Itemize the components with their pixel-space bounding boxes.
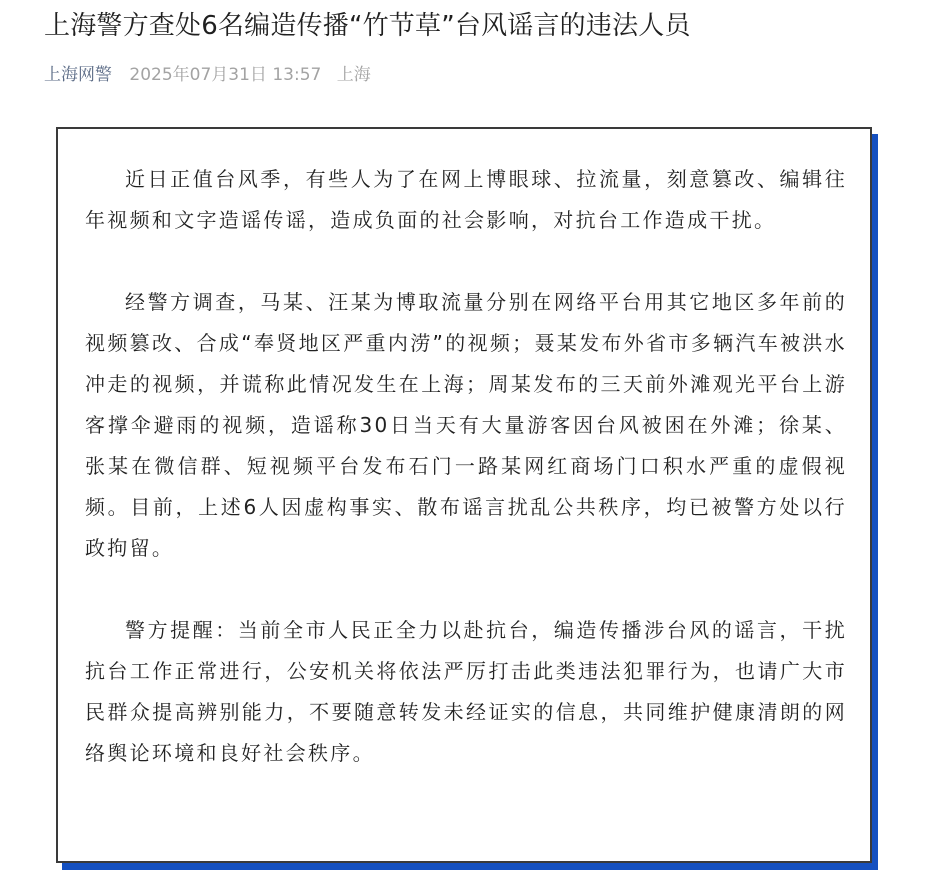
source-link[interactable]: 上海网警: [44, 65, 112, 85]
publish-location: 上海: [336, 65, 371, 85]
publish-datetime: 2025年07月31日 13:57: [129, 65, 322, 85]
paragraph-intro: 近日正值台风季，有些人为了在网上博眼球、拉流量，刻意篡改、编辑往年视频和文字造谣传谣，造成负面的社会影响，对抗台工作造成干扰。: [85, 167, 847, 232]
article-content-box: [56, 127, 872, 863]
article-meta: [44, 62, 371, 88]
paragraph-investigation: 经警方调查，马某、汪某为博取流量分别在网络平台用其它地区多年前的视频篡改、合成“奉贤地区严重内涝”的视频；聂某发布外省市多辆汽车被洪水冲走的视频，并谎称此情况发生在上海；周某发布的三天前外滩观光平台上游客撑伞避雨的视频，造谣称30日当天有大量游客因台风被困在外滩；徐某、张某在微信群、短视频平台发布石门一路某网红商场门口积水严重的虚假视频。目前，上述6人因虚构事实、散布谣言扰乱公共秩序，均已被警方处以行政拘留。: [85, 290, 847, 560]
article-body: [85, 159, 847, 815]
paragraph-police-reminder: 警方提醒：当前全市人民正全力以赴抗台，编造传播涉台风的谣言，干扰抗台工作正常进行，公安机关将依法严厉打击此类违法犯罪行为，也请广大市民群众提高辨别能力，不要随意转发未经证实的信息，共同维护健康清朗的网络舆论环境和良好社会秩序。: [85, 618, 847, 765]
article-title: 上海警方查处6名编造传播“竹节草”台风谣言的违法人员: [44, 11, 691, 41]
